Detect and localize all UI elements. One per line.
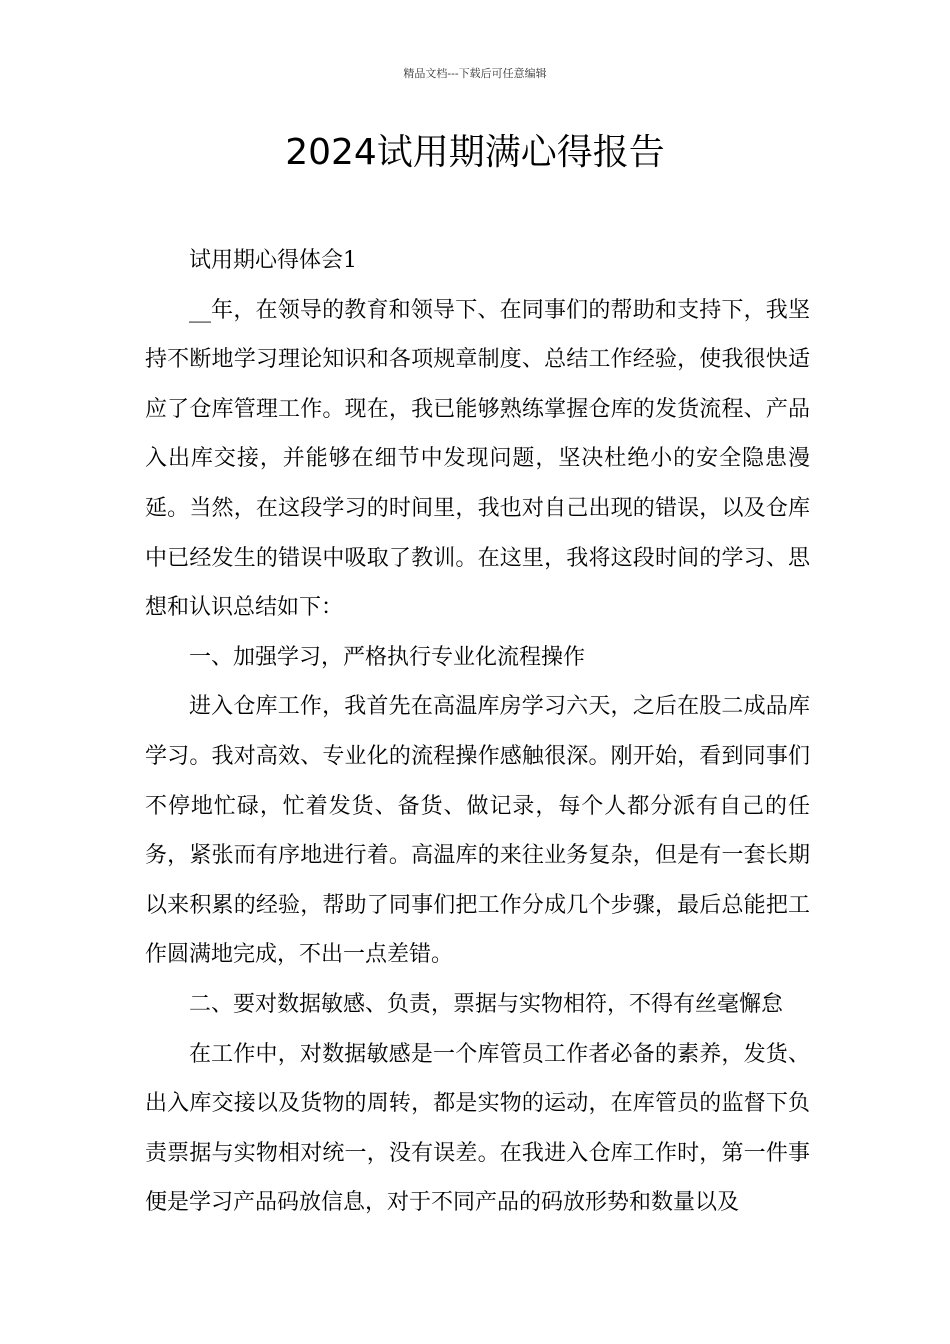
header-note: 精品文档---下载后可任意编辑: [403, 67, 547, 80]
section-heading: 试用期心得体会1: [189, 248, 357, 273]
document-title: 2024试用期满心得报告: [285, 132, 665, 173]
body-paragraph: 进入仓库工作，我首先在高温库房学习六天，之后在股二成品库学习。我对高效、专业化的流程操作感触很深。刚开始，看到同事们不停地忙碌，忙着发货、备货、做记录，每个人都分派有自己的任务，紧张而有序地进行着。高温库的来往业务复杂，但是有一套长期以来积累的经验，帮助了同事们把工作分成几个步骤，最后总能把工作圆满地完成，不出一点差错。: [145, 694, 810, 968]
document-body: [145, 236, 810, 1228]
section-heading: 二、要对数据敏感、负责，票据与实物相符，不得有丝毫懈怠: [189, 991, 784, 1017]
body-paragraph: __年，在领导的教育和领导下、在同事们的帮助和支持下，我坚持不断地学习理论知识和各项规章制度、总结工作经验，使我很快适应了仓库管理工作。现在，我已能够熟练掌握仓库的发货流程、产品入出库交接，并能够在细节中发现问题，坚决杜绝小的安全隐患漫延。当然，在这段学习的时间里，我也对自己出现的错误，以及仓库中已经发生的错误中吸取了教训。在这里，我将这段时间的学习、思想和认识总结如下：: [145, 297, 810, 621]
section-heading: 一、加强学习，严格执行专业化流程操作: [189, 644, 586, 670]
body-paragraph: 在工作中，对数据敏感是一个库管员工作者必备的素养，发货、出入库交接以及货物的周转，都是实物的运动，在库管员的监督下负责票据与实物相对统一，没有误差。在我进入仓库工作时，第一件事便是学习产品码放信息，对于不同产品的码放形势和数量以及: [145, 1041, 810, 1216]
